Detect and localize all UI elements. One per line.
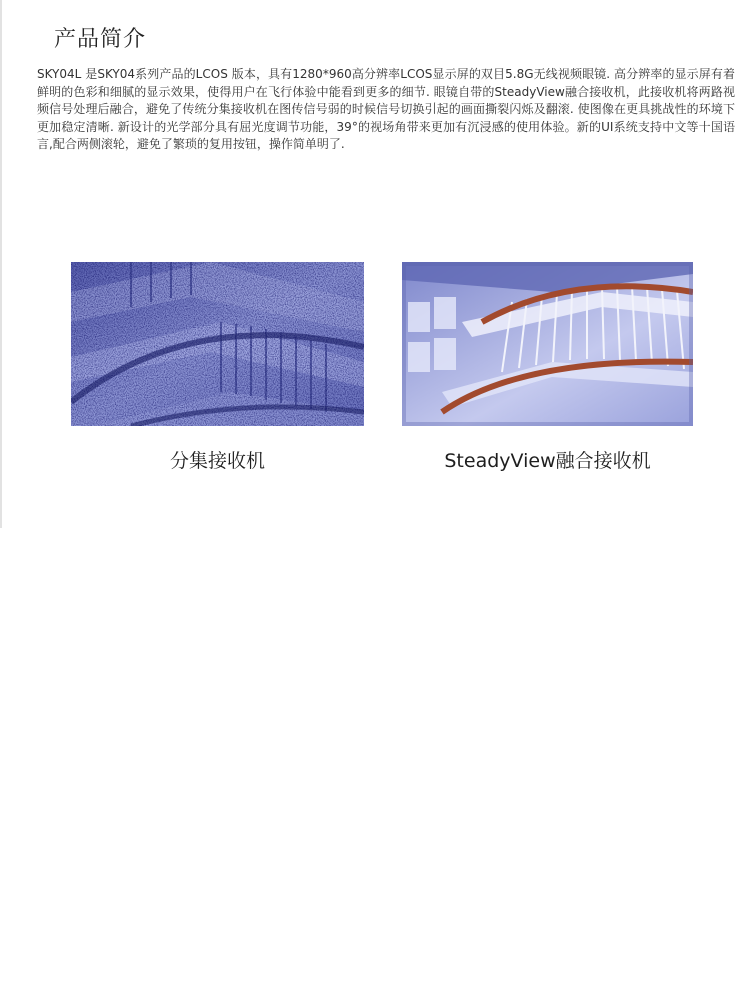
steadyview-receiver-image <box>402 262 693 426</box>
product-description: SKY04L 是SKY04系列产品的LCOS 版本，具有1280*960高分辨率LCOS显示屏的双目5.8G无线视频眼镜. 高分辨率的显示屏有着鲜明的色彩和细腻的显示效果，使得用户在飞行体验中能看到更多的细节. 眼镜自带的SteadyView融合接收机，此接收机将两路视频信号处理后融合，避免了传统分集接收机在图传信号弱的时候信号切换引起的画面撕裂闪烁及翻滚. 使图像在更具挑战性的环境下更加稳定清晰. 新设计的光学部分具有屈光度调节功能，39°的视场角带来更加有沉浸感的使用体验。新的UI系统支持中文等十国语言,配合两侧滚轮，避免了繁琐的复用按钮，操作简单明了. <box>37 67 735 151</box>
diversity-receiver-caption: 分集接收机 <box>169 450 265 472</box>
left-border-rule <box>0 0 2 528</box>
diversity-receiver-image <box>71 262 364 426</box>
section-title: 产品简介 <box>54 27 147 52</box>
steadyview-receiver-caption: SteadyView融合接收机 <box>444 450 651 472</box>
